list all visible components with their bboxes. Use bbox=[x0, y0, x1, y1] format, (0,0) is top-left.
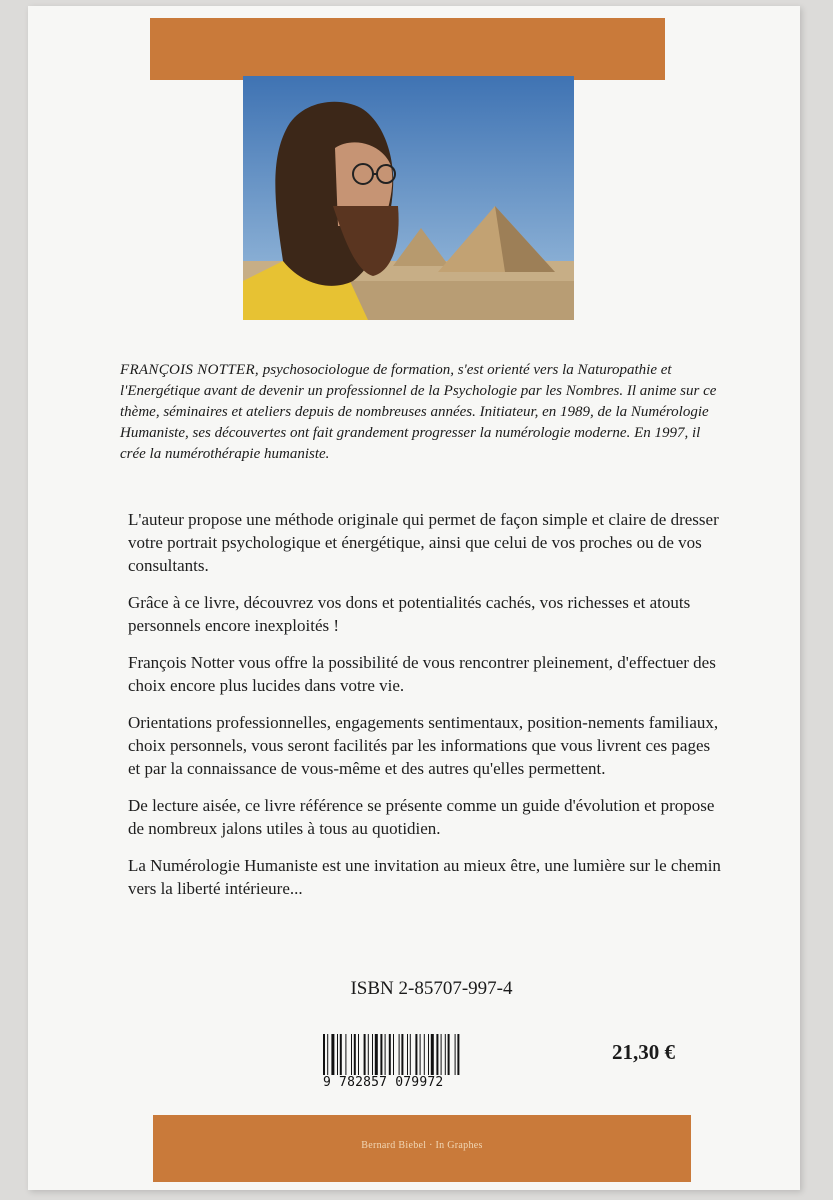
blurb-paragraph: François Notter vous offre la possibilité de vous rencontrer pleinement, d'effectuer des choix encore plus lucides dans votre vie. bbox=[128, 653, 716, 695]
bottom-orange-band bbox=[153, 1115, 691, 1182]
top-orange-band bbox=[150, 18, 665, 80]
blurb-paragraph: De lecture aisée, ce livre référence se présente comme un guide d'évolution et propose de nombreux jalons utiles à tous au quotidien. bbox=[128, 796, 715, 838]
author-bio-text: psychosociologue de formation, s'est orienté vers la Naturopathie et l'Energétique avant de devenir un professionnel de la Psychologie par les Nombres. Il anime sur ce thème, séminaires et ateliers depuis de nombreuses années. Initiateur, en 1989, de la Numérologie Humaniste, ses découvertes ont fait grandement progresser la numérologie moderne. En 1997, il crée la numérothérapie humaniste. bbox=[120, 362, 717, 462]
blurb-paragraph: La Numérologie Humaniste est une invitation au mieux être, une lumière sur le chemin vers la liberté intérieure... bbox=[128, 856, 721, 898]
publisher-credit: Bernard Biebel · In Graphes bbox=[361, 1140, 483, 1151]
blurb-paragraph: Grâce à ce livre, découvrez vos dons et potentialités cachés, vos richesses et atouts personnels encore inexploités ! bbox=[128, 593, 691, 635]
blurb-paragraph: L'auteur propose une méthode originale qui permet de façon simple et claire de dresser votre portrait psychologique et énergétique, ainsi que celui de vos proches ou de vos consultants. bbox=[128, 510, 719, 575]
barcode-digits: 9 782857 079972 bbox=[323, 1075, 509, 1090]
author-name: FRANÇOIS NOTTER, bbox=[120, 362, 259, 378]
author-biography bbox=[120, 360, 720, 465]
isbn-number: ISBN 2-85707-997-4 bbox=[350, 978, 513, 999]
author-photo bbox=[243, 76, 574, 320]
price: 21,30 € bbox=[612, 1040, 675, 1064]
blurb-paragraph: Orientations professionnelles, engagements sentimentaux, position-nements familiaux, choix personnels, vous seront facilités par les informations que vous livrent ces pages et par la connaissance de vous-même et des autres qu'elles permettent. bbox=[128, 713, 719, 778]
book-description bbox=[128, 508, 726, 914]
author-photo-illustration bbox=[243, 76, 574, 320]
